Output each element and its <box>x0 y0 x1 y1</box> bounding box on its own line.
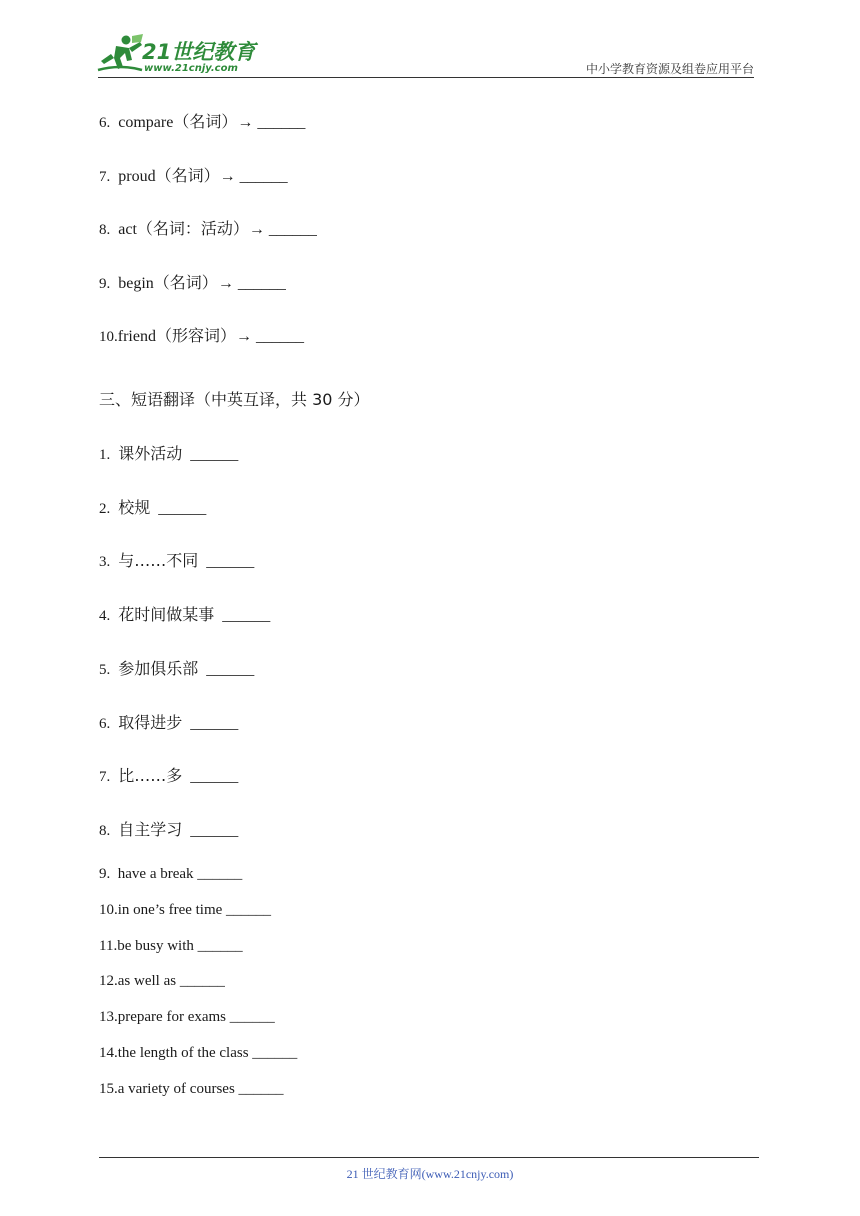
logo-url: www.21cnjy.com <box>144 63 238 74</box>
answer-blank[interactable]: ______ <box>252 1045 298 1061</box>
item-text: 与……不同 <box>118 551 199 570</box>
item-word: proud <box>118 168 156 185</box>
item-word: act <box>118 221 137 238</box>
item-number: 7. <box>99 169 111 185</box>
section-title: 三、短语翻译（中英互译，共 30 分） <box>99 390 370 409</box>
header-divider <box>98 77 754 78</box>
item-text: 比……多 <box>118 766 183 785</box>
phrase-item <box>99 551 254 572</box>
item-number: 3. <box>99 554 111 570</box>
phrase-item <box>99 713 238 734</box>
answer-blank[interactable]: ______ <box>158 500 207 517</box>
item-word: compare <box>118 114 174 131</box>
item-arrow: → <box>219 168 236 185</box>
phrase-item <box>99 864 242 884</box>
answer-blank[interactable]: ______ <box>190 715 239 732</box>
item-number: 13. <box>99 1009 118 1025</box>
item-number: 6. <box>99 716 111 732</box>
word-form-item <box>99 273 286 294</box>
phrase-item <box>99 605 270 626</box>
phrase-item <box>99 1043 297 1063</box>
answer-blank[interactable]: ______ <box>239 168 288 185</box>
site-logo[interactable] <box>96 34 256 78</box>
word-form-item <box>99 112 305 133</box>
phrase-item <box>99 1007 275 1027</box>
item-text: a variety of courses <box>117 1081 235 1097</box>
item-number: 10. <box>99 902 118 918</box>
item-text: be busy with <box>117 938 194 954</box>
logo-title: 21世纪教育 <box>142 40 256 64</box>
item-text: 自主学习 <box>118 820 183 839</box>
item-arrow: → <box>248 221 265 238</box>
running-man-icon <box>96 34 144 78</box>
word-form-item <box>99 166 288 187</box>
item-text: in one’s free time <box>117 902 223 918</box>
phrase-item <box>99 971 225 991</box>
item-hint: （名词：活动） <box>136 219 249 238</box>
item-hint: （名词） <box>153 273 218 292</box>
phrase-item <box>99 1079 284 1099</box>
item-text: 花时间做某事 <box>118 605 215 624</box>
item-number: 8. <box>99 823 111 839</box>
answer-blank[interactable]: ______ <box>206 553 255 570</box>
item-number: 2. <box>99 501 111 517</box>
item-number: 10. <box>99 329 118 345</box>
phrase-item <box>99 444 238 465</box>
item-number: 8. <box>99 222 111 238</box>
item-text: prepare for exams <box>117 1009 227 1025</box>
item-number: 7. <box>99 769 111 785</box>
answer-blank[interactable]: ______ <box>268 221 317 238</box>
answer-blank[interactable]: ______ <box>179 973 225 989</box>
item-word: begin <box>118 275 154 292</box>
answer-blank[interactable]: ______ <box>197 938 243 954</box>
answer-blank[interactable]: ______ <box>226 902 272 918</box>
answer-blank[interactable]: ______ <box>222 607 271 624</box>
item-number: 9. <box>99 276 111 292</box>
item-number: 1. <box>99 447 111 463</box>
answer-blank[interactable]: ______ <box>190 446 239 463</box>
item-hint: （名词） <box>173 112 238 131</box>
item-number: 14. <box>99 1045 118 1061</box>
answer-blank[interactable]: ______ <box>190 768 239 785</box>
phrase-item <box>99 900 271 920</box>
item-text: as well as <box>117 973 177 989</box>
answer-blank[interactable]: ______ <box>206 661 255 678</box>
answer-blank[interactable]: ______ <box>197 866 243 882</box>
item-arrow: → <box>235 328 252 345</box>
item-number: 11. <box>99 938 118 954</box>
footer-link[interactable]: 21 世纪教育网(www.21cnjy.com) <box>346 1167 514 1181</box>
phrase-item <box>99 659 254 680</box>
phrase-item <box>99 498 206 519</box>
page-header <box>0 0 860 80</box>
item-hint: （名词） <box>155 166 220 185</box>
answer-blank[interactable]: ______ <box>237 275 286 292</box>
word-form-item <box>99 219 317 240</box>
item-word: friend <box>117 328 156 345</box>
answer-blank[interactable]: ______ <box>257 114 306 131</box>
item-text: 校规 <box>118 498 151 517</box>
item-number: 6. <box>99 115 111 131</box>
item-arrow: → <box>217 275 234 292</box>
item-text: 取得进步 <box>118 713 183 732</box>
header-tagline: 中小学教育资源及组卷应用平台 <box>585 62 754 76</box>
item-text: 参加俱乐部 <box>118 659 199 678</box>
item-number: 15. <box>99 1081 118 1097</box>
item-number: 5. <box>99 662 111 678</box>
word-form-item <box>99 326 304 347</box>
phrase-item <box>99 820 238 841</box>
item-text: have a break <box>117 866 194 882</box>
item-hint: （形容词） <box>155 326 236 345</box>
answer-blank[interactable]: ______ <box>190 822 239 839</box>
item-number: 9. <box>99 866 111 882</box>
answer-blank[interactable]: ______ <box>255 328 304 345</box>
phrase-item <box>99 936 243 956</box>
answer-blank[interactable]: ______ <box>229 1009 275 1025</box>
item-arrow: → <box>237 114 254 131</box>
item-text: 课外活动 <box>118 444 183 463</box>
item-text: the length of the class <box>117 1045 249 1061</box>
phrase-item <box>99 766 238 787</box>
footer-divider <box>99 1157 759 1158</box>
item-number: 12. <box>99 973 118 989</box>
answer-blank[interactable]: ______ <box>238 1081 284 1097</box>
item-number: 4. <box>99 608 111 624</box>
